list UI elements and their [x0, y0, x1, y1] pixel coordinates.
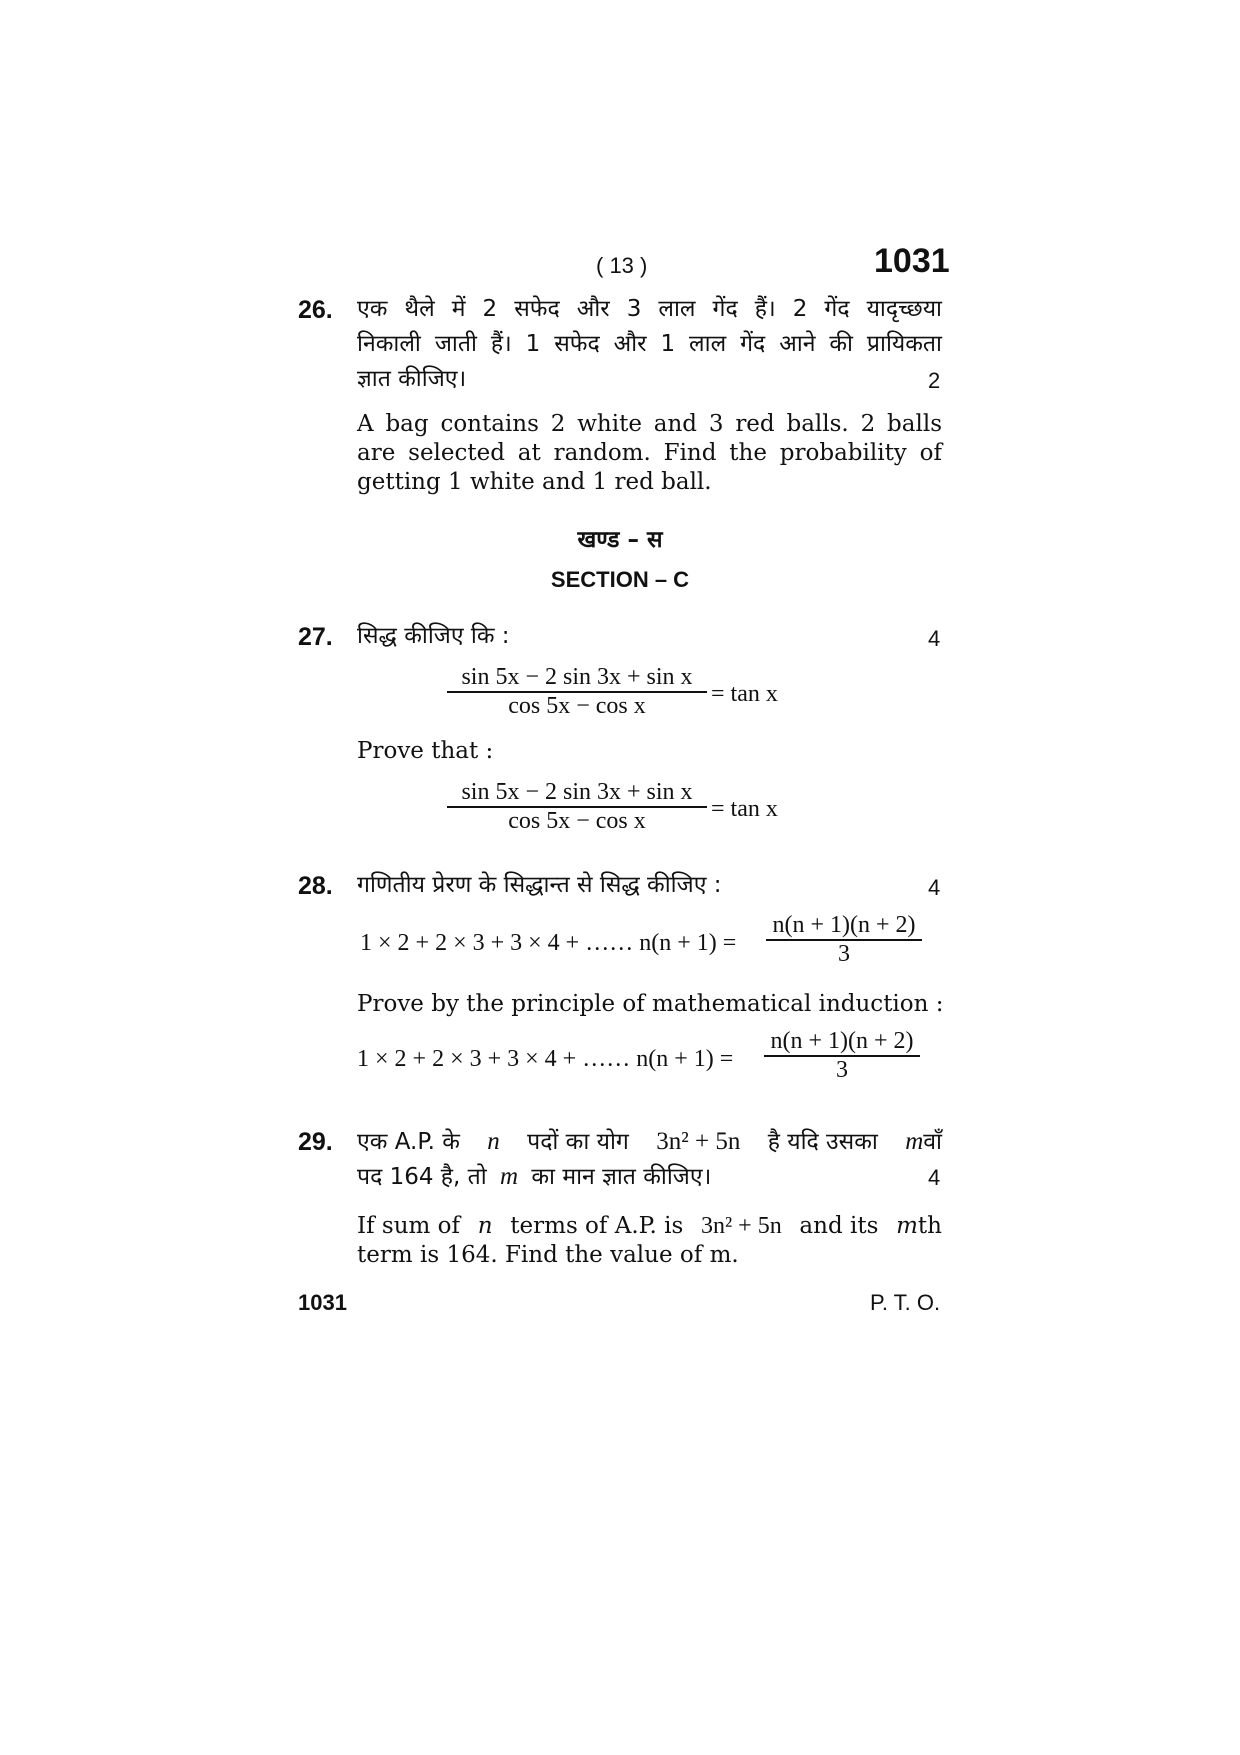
q26-english-line3: getting 1 white and 1 red ball.	[357, 469, 712, 495]
fraction-numerator: n(n + 1)(n + 2)	[772, 912, 916, 938]
q29-hindi-expression: 3n² + 5n	[656, 1128, 741, 1155]
q29-hindi-part-b: पदों का योग	[527, 1129, 629, 1155]
q29-hindi-line2	[357, 1159, 711, 1195]
q26-hindi-line1: एक थैले में 2 सफेद और 3 लाल गेंद हैं। 2 गेंद यादृच्छया	[357, 296, 942, 322]
q29-hindi-line2-part-b: का मान ज्ञात कीजिए।	[531, 1164, 712, 1190]
q29-marks: 4	[928, 1165, 941, 1190]
q29-english-var-n: n	[477, 1213, 493, 1239]
paper-code-header: 1031	[874, 242, 950, 280]
question-number-27: 27.	[298, 623, 333, 651]
q27-marks: 4	[928, 626, 941, 651]
q26-english-line1: A bag contains 2 white and 3 red balls. 2 balls	[357, 411, 942, 437]
fraction-numerator: sin 5x − 2 sin 3x + sin x	[461, 779, 693, 805]
q27-rhs-hindi: = tan x	[711, 681, 778, 707]
section-title-english: SECTION – C	[550, 567, 690, 592]
fraction-denominator: cos 5x − cos x	[508, 807, 646, 834]
paper-code-footer: 1031	[298, 1290, 347, 1315]
q29-hindi-var-m: m	[500, 1163, 519, 1190]
q28-hindi-text: गणितीय प्रेरण के सिद्धान्त से सिद्ध कीजिए :	[357, 872, 722, 898]
q29-english-mth: mth	[896, 1213, 942, 1239]
q27-hindi-text: सिद्ध कीजिए कि :	[357, 623, 510, 649]
q29-hindi-mth: mवाँ	[905, 1128, 942, 1155]
q28-english-text: Prove by the principle of mathematical induction :	[357, 991, 944, 1017]
q27-english-text: Prove that :	[357, 738, 494, 764]
question-number-26: 26.	[298, 296, 333, 324]
q26-hindi-line2: निकाली जाती हैं। 1 सफेद और 1 लाल गेंद आने की प्रायिकता	[357, 331, 942, 357]
q29-hindi-part-c: है यदि उसका	[767, 1129, 878, 1155]
section-title-hindi: खण्ड – स	[577, 527, 663, 553]
q29-english-part-b: terms of A.P. is	[510, 1213, 684, 1239]
fraction-denominator: cos 5x − cos x	[508, 692, 646, 719]
q29-english-part-a: If sum of	[357, 1213, 461, 1239]
q28-lhs-hindi: 1 × 2 + 2 × 3 + 3 × 4 + …… n(n + 1) =	[360, 930, 737, 956]
q29-english-line2: term is 164. Find the value of m.	[357, 1242, 739, 1268]
q28-lhs-english: 1 × 2 + 2 × 3 + 3 × 4 + …… n(n + 1) =	[357, 1046, 734, 1072]
q29-english-line1	[357, 1212, 942, 1241]
q28-fraction-english	[764, 1028, 920, 1084]
fraction-numerator: n(n + 1)(n + 2)	[770, 1028, 914, 1054]
q27-fraction-hindi	[447, 664, 707, 720]
fraction-denominator: 3	[836, 1056, 848, 1083]
q29-hindi-var-n: n	[487, 1128, 500, 1155]
pto-label: P. T. O.	[870, 1290, 941, 1315]
q29-english-part-c: and its	[799, 1213, 879, 1239]
q26-hindi-line3: ज्ञात कीजिए।	[357, 366, 467, 392]
page-number: ( 13 )	[596, 253, 648, 278]
q28-marks: 4	[928, 875, 941, 900]
q29-english-expression: 3n² + 5n	[700, 1213, 782, 1239]
q27-rhs-english: = tan x	[711, 796, 778, 822]
q29-hindi-part-a: एक A.P. के	[357, 1129, 460, 1155]
q29-hindi-line2-part-a: पद 164 है, तो	[357, 1164, 487, 1190]
fraction-numerator: sin 5x − 2 sin 3x + sin x	[461, 664, 693, 690]
q28-fraction-hindi	[766, 912, 922, 968]
q26-english-line2: are selected at random. Find the probability of	[357, 440, 942, 466]
q29-hindi-line1	[357, 1124, 942, 1160]
q27-fraction-english	[447, 779, 707, 835]
question-number-28: 28.	[298, 872, 333, 900]
q26-marks: 2	[928, 368, 941, 393]
question-number-29: 29.	[298, 1128, 333, 1156]
fraction-denominator: 3	[838, 940, 850, 967]
